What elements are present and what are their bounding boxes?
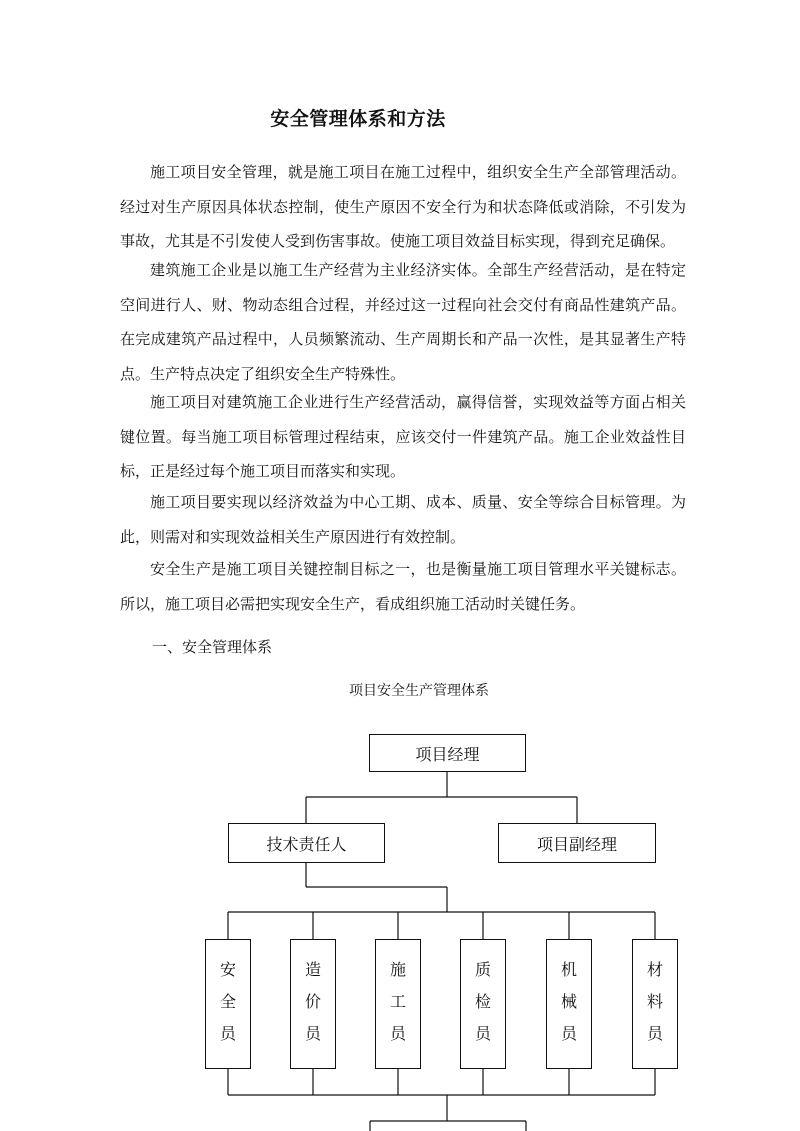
org-box-char: 员 (389, 1024, 406, 1043)
paragraph-2: 建筑施工企业是以施工生产经营为主业经济实体。全部生产经营活动，是在特定空间进行人、财、物动态组合过程，并经过这一过程向社会交付有商品性建筑产品。在完成建筑产品过程中，人员频繁流动、生产周期长和产品一次性，是其显著生产特点。生产特点决定了组织安全生产特殊性。 (120, 261, 686, 383)
org-box-char: 员 (646, 1024, 663, 1043)
org-box-char: 械 (560, 992, 577, 1011)
section-heading: 一、安全管理体系 (152, 638, 273, 656)
paragraph-1: 施工项目安全管理，就是施工项目在施工过程中，组织安全生产全部管理活动。经过对生产原因具体状态控制，使生产原因不安全行为和状态降低或消除，不引发为事故，尤其是不引发使人受到伤害事故。使施工项目效益目标实现，得到充足确保。 (120, 163, 686, 250)
org-box-char: 检 (474, 992, 491, 1011)
org-box-char: 施 (389, 960, 406, 979)
org-box-char: 机 (560, 960, 577, 979)
org-box-materials-officer (632, 939, 678, 1069)
org-box-char: 材 (646, 960, 663, 979)
org-box-char: 员 (304, 1024, 321, 1043)
paragraph-5: 安全生产是施工项目关键控制目标之一，也是衡量施工项目管理水平关键标志。所以，施工项目必需把实现安全生产，看成组织施工活动时关键任务。 (120, 560, 686, 613)
org-box-technical-lead: 技术责任人 (228, 823, 385, 863)
org-box-char: 工 (389, 992, 406, 1011)
org-box-construction-officer (375, 939, 421, 1069)
org-box-deputy-manager: 项目副经理 (498, 823, 656, 863)
org-box-char: 质 (474, 960, 491, 979)
org-box-char: 造 (304, 960, 321, 979)
org-box-char: 员 (560, 1024, 577, 1043)
document-title: 安全管理体系和方法 (270, 108, 446, 130)
org-box-char: 全 (219, 992, 236, 1011)
org-box-char: 价 (304, 992, 321, 1011)
org-chart-title: 项目安全生产管理体系 (349, 683, 489, 699)
org-box-project-manager: 项目经理 (369, 734, 526, 772)
paragraph-4: 施工项目要实现以经济效益为中心工期、成本、质量、安全等综合目标管理。为此，则需对和实现效益相关生产原因进行有效控制。 (120, 493, 686, 546)
org-box-char: 料 (646, 992, 663, 1011)
org-box-cost-officer (290, 939, 336, 1069)
org-box-safety-officer (205, 939, 251, 1069)
org-box-char: 员 (219, 1024, 236, 1043)
paragraph-3: 施工项目对建筑施工企业进行生产经营活动，赢得信誉，实现效益等方面占相关键位置。每当施工项目标管理过程结束，应该交付一件建筑产品。施工企业效益性目标，正是经过每个施工项目而落实和实现。 (120, 393, 686, 480)
org-box-char: 员 (474, 1024, 491, 1043)
org-box-machinery-officer (546, 939, 592, 1069)
org-box-char: 安 (219, 960, 236, 979)
org-box-quality-inspector (460, 939, 506, 1069)
